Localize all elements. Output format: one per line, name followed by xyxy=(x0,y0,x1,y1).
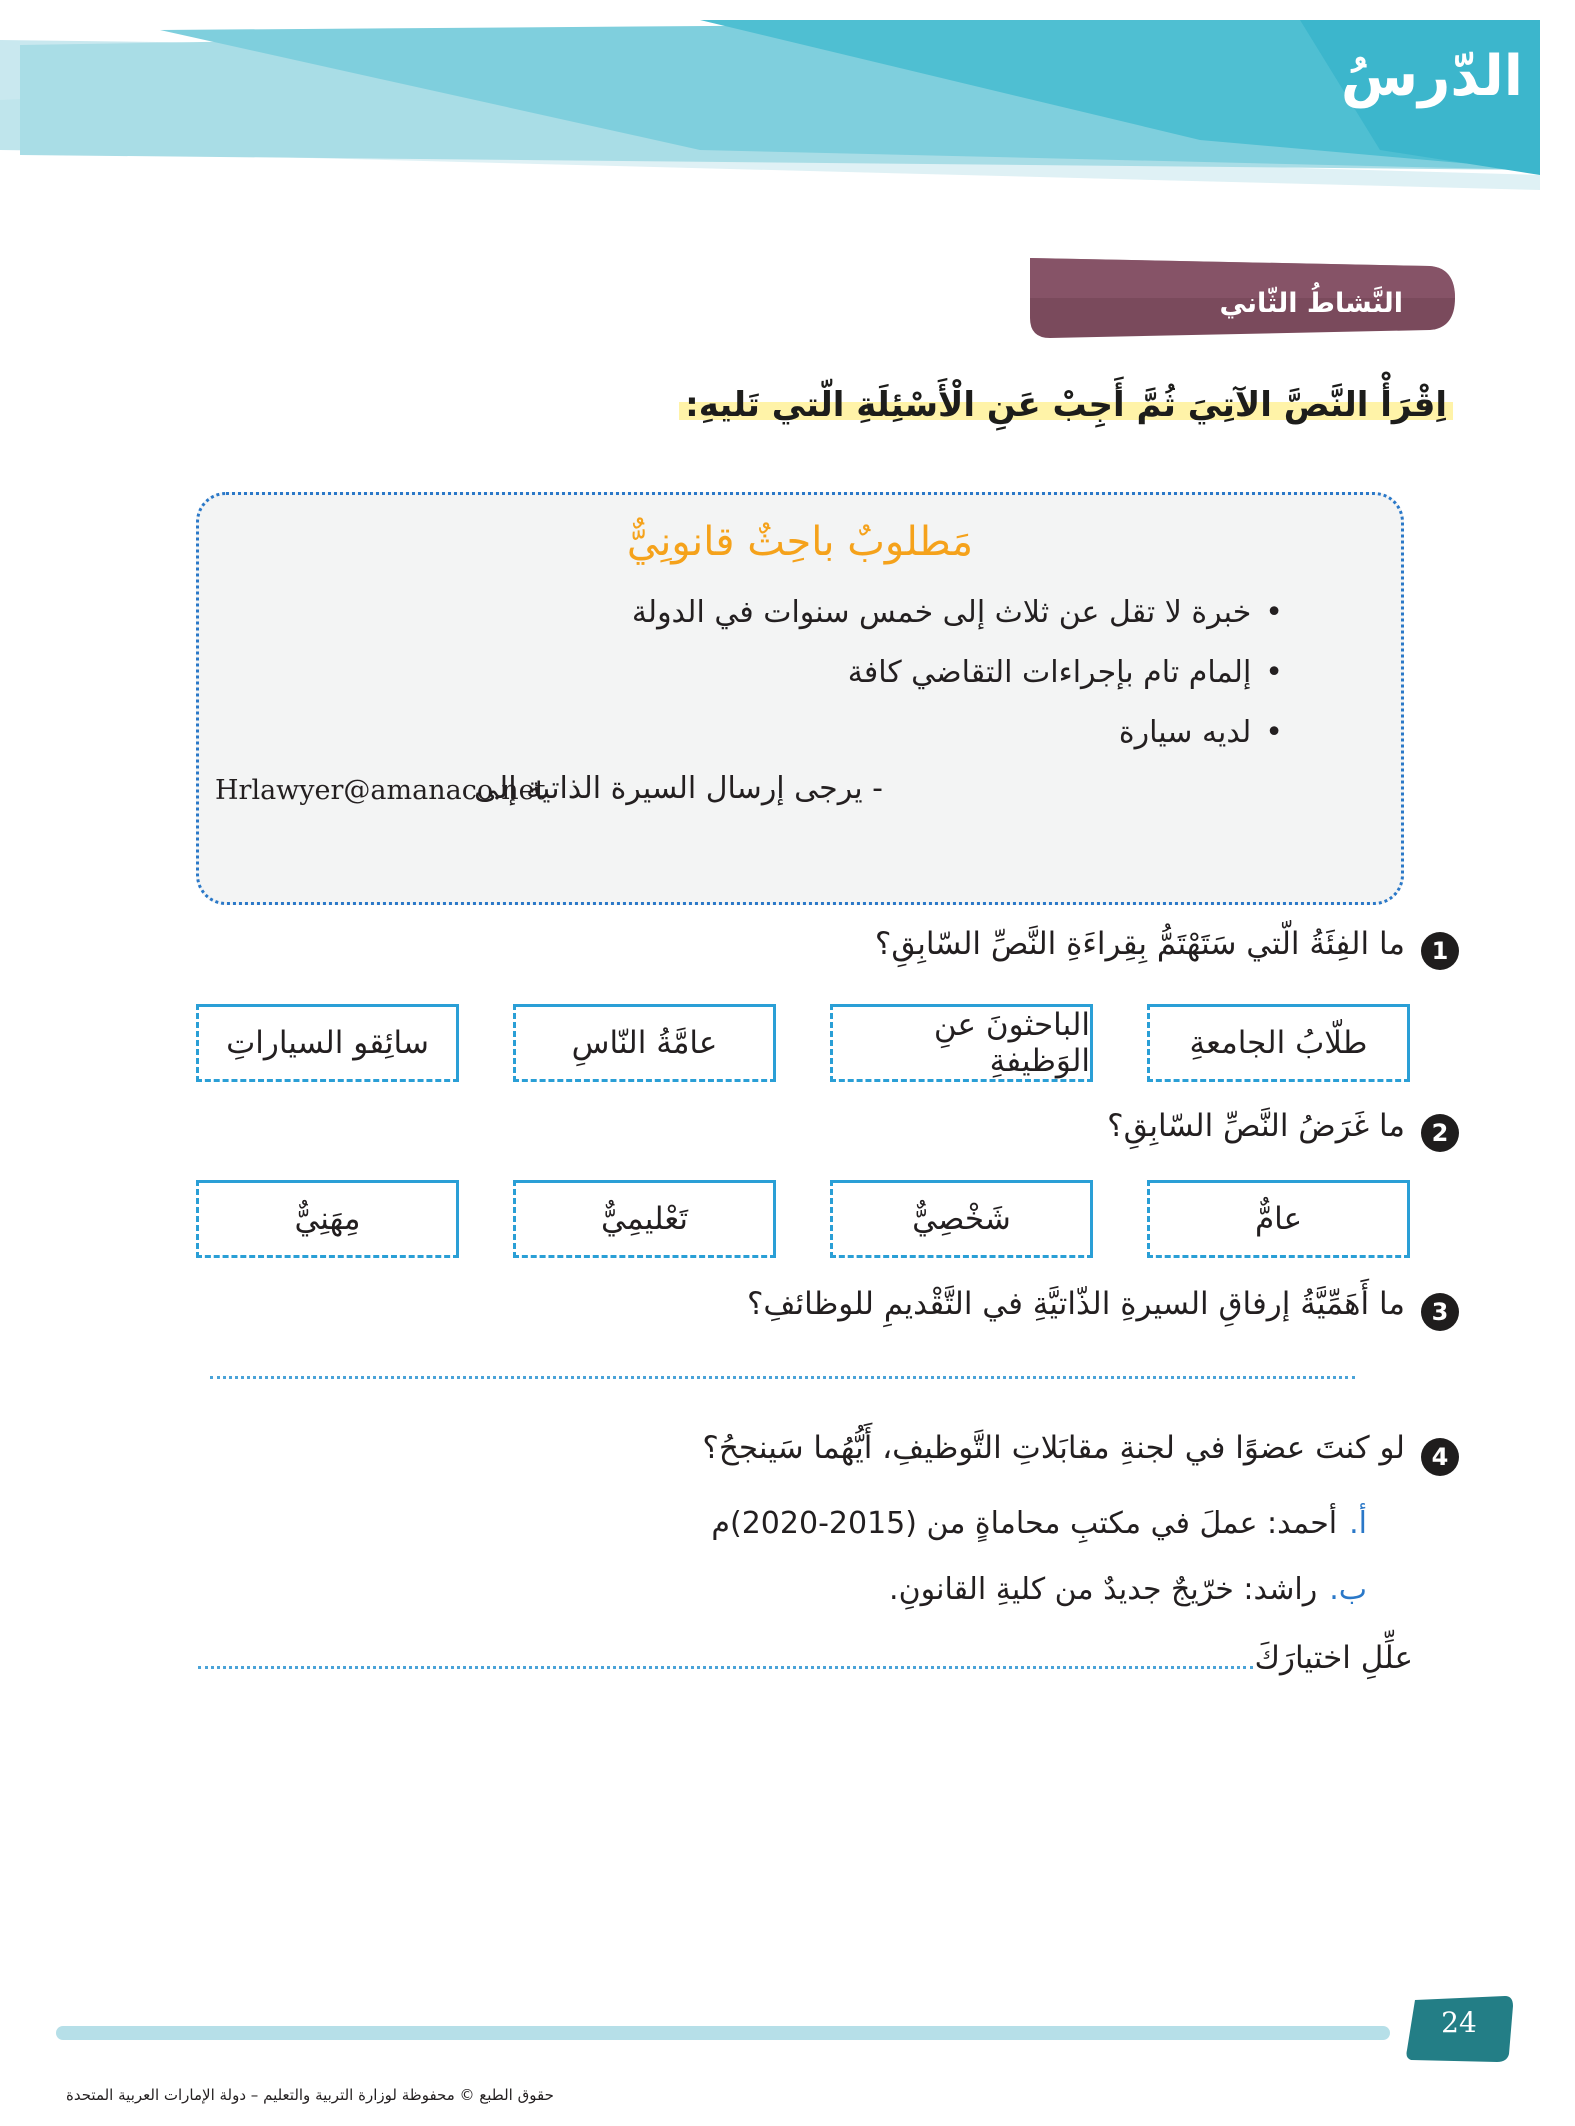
activity-label: النَّشاطُ الثّاني xyxy=(1219,288,1403,319)
ad-email[interactable]: Hrlawyer@amanaco.net xyxy=(215,775,546,806)
question-number-badge: 1 xyxy=(1421,932,1459,970)
ad-bullet-item: •إلمام تام بإجراءات التقاضي كافة xyxy=(632,643,1283,703)
question-number-badge: 4 xyxy=(1421,1438,1459,1476)
copyright-text: حقوق الطبع © محفوظة لوزارة التربية والتعليم – دولة الإمارات العربية المتحدة xyxy=(66,2086,554,2104)
instruction-heading: اِقْرَأْ النَّصَّ الآتِيَ ثُمَّ أَجِبْ عَنِ الْأَسْئِلَةِ الّتي تَليهِ: xyxy=(679,385,1453,425)
option-box[interactable]: سائِقو السياراتِ xyxy=(196,1004,459,1082)
option-box[interactable]: مِهَنِيٌّ xyxy=(196,1180,459,1258)
question-2-options xyxy=(196,1180,1410,1258)
lesson-title: الدّرسُ xyxy=(1340,44,1523,109)
justify-label: علِّلِ اختيارَكَ xyxy=(1254,1640,1413,1676)
option-box[interactable]: عامَّةُ النّاسِ xyxy=(513,1004,776,1082)
ad-bullet-item: •لديه سيارة xyxy=(632,703,1283,763)
ad-title: مَطلوبٌ باحِثٌ قانونِيٌّ xyxy=(626,519,974,565)
option-box[interactable]: طلّابُ الجامعةِ xyxy=(1147,1004,1410,1082)
question-3-text: ما أَهَمِّيَّةُ إرفاقِ السيرةِ الذّاتيَّةِ في التَّقْديمِ للوظائفِ؟ xyxy=(746,1286,1405,1322)
option-box[interactable]: تَعْليمِيٌّ xyxy=(513,1180,776,1258)
sub-option-a: أ.أحمد: عملَ في مكتبِ محاماةٍ من (2015-2020)م xyxy=(711,1506,1367,1541)
bullet-icon: • xyxy=(1265,715,1283,750)
bullet-icon: • xyxy=(1265,595,1283,630)
option-box[interactable]: عامٌّ xyxy=(1147,1180,1410,1258)
job-ad-box xyxy=(196,492,1404,905)
option-box[interactable]: الباحثونَ عنِ الوَظيفةِ xyxy=(830,1004,1093,1082)
answer-line[interactable] xyxy=(198,1666,1253,1669)
header-banner xyxy=(0,0,1575,200)
page-number: 24 xyxy=(1441,2006,1477,2039)
ad-bullet-list xyxy=(632,583,1283,763)
ad-bullet-item: •خبرة لا تقل عن ثلاث إلى خمس سنوات في الدولة xyxy=(632,583,1283,643)
footer-bar xyxy=(56,2026,1390,2040)
question-1-text: ما الفِئَةُ الّتي سَتَهْتَمُّ بِقِراءَةِ النَّصِّ السّابِقِ؟ xyxy=(874,926,1405,962)
option-box[interactable]: شَخْصِيٌّ xyxy=(830,1180,1093,1258)
question-2-text: ما غَرَضُ النَّصِّ السّابِقِ؟ xyxy=(1107,1108,1405,1144)
question-number-badge: 3 xyxy=(1421,1293,1459,1331)
ad-contact-text: - يرجى إرسال السيرة الذاتية إلى xyxy=(474,771,883,806)
question-4-text: لو كنتَ عضوًا في لجنةِ مقابَلاتِ التَّوظيفِ، أَيُّهُما سَينجحُ؟ xyxy=(702,1430,1405,1466)
question-number-badge: 2 xyxy=(1421,1114,1459,1152)
sub-option-letter: أ. xyxy=(1349,1506,1367,1541)
sub-option-b: ب.راشد: خرّيجٌ جديدٌ من كليةِ القانونِ. xyxy=(889,1572,1367,1607)
bullet-icon: • xyxy=(1265,655,1283,690)
question-1-options xyxy=(196,1004,1410,1082)
answer-line[interactable] xyxy=(210,1376,1355,1379)
sub-option-letter: ب. xyxy=(1329,1572,1367,1607)
